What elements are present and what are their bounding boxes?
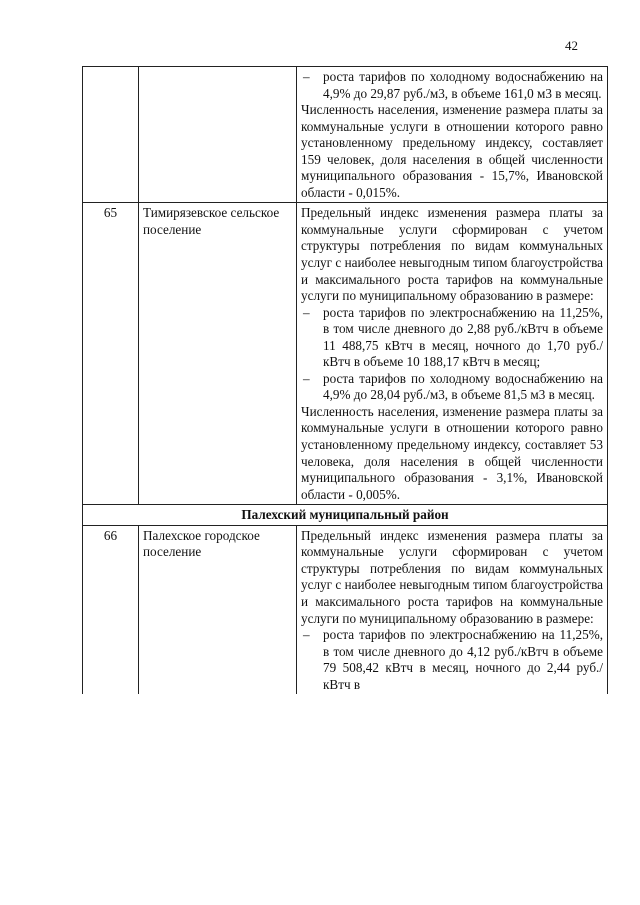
row-description [297, 203, 608, 505]
list-item [301, 305, 603, 371]
row-number: 65 [83, 203, 139, 505]
tariff-table [82, 66, 608, 694]
municipality-name: Палехское городское поселение [139, 525, 297, 694]
row-number: 66 [83, 525, 139, 694]
bullet-text: роста тарифов по электроснабжению на 11,25%, в том числе дневного до 2,88 руб./кВтч в объеме 11 488,75 кВтч в месяц, ночного до 1,70 руб./кВтч в объеме 10 188,17 кВтч в месяц; [323, 304, 603, 370]
population-text: Численность населения, изменение размера платы за коммунальные услуги в отношении которого равно установленному предельному индексу, составляет 53 человека, доля населения в общей численности муниципального образования - 3,1%, Ивановской области - 0,005%. [301, 403, 603, 502]
section-title: Палехский муниципальный район [83, 505, 608, 526]
bullet-dash: – [303, 370, 310, 386]
table-row [83, 67, 608, 203]
section-row [83, 505, 608, 526]
row-description [297, 525, 608, 694]
bullet-text: роста тарифов по холодному водоснабжению на 4,9% до 29,87 руб./м3, в объеме 161,0 м3 в месяц. [323, 69, 603, 101]
table-row [83, 525, 608, 694]
intro-text: Предельный индекс изменения размера платы за коммунальные услуги сформирован с учетом структуры потребления по видам коммунальных услуг с наиболее невыгодным типом благоустройства и максимального роста тарифов на коммунальные услуги по муниципальному образованию в размере: [301, 205, 603, 304]
bullet-text: роста тарифов по холодному водоснабжению на 4,9% до 28,04 руб./м3, в объеме 81,5 м3 в месяц. [323, 370, 603, 403]
page-number: 42 [565, 38, 578, 53]
bullet-dash: – [303, 304, 310, 320]
row-number [83, 67, 139, 203]
municipality-name: Тимирязевское сельское поселение [139, 203, 297, 505]
population-text: Численность населения, изменение размера платы за коммунальные услуги в отношении которого равно установленному предельному индексу, составляет 159 человек, доля населения в общей численности муниципального образования - 15,7%, Ивановской области - 0,015%. [301, 102, 603, 200]
bullet-dash: – [303, 69, 310, 84]
row-description [297, 67, 608, 203]
list-item [301, 371, 603, 404]
bullet-text: роста тарифов по электроснабжению на 11,25%, в том числе дневного до 4,12 руб./кВтч в объеме 79 508,42 кВтч в месяц, ночного до 2,44 руб./кВтч в [323, 627, 603, 692]
intro-text: Предельный индекс изменения размера платы за коммунальные услуги сформирован с учетом структуры потребления по видам коммунальных услуг с наиболее невыгодным типом благоустройства и максимального роста тарифов на коммунальные услуги по муниципальному образованию в размере: [301, 527, 603, 626]
list-item [301, 69, 603, 102]
table-row [83, 203, 608, 505]
municipality-name [139, 67, 297, 203]
list-item [301, 627, 603, 693]
bullet-dash: – [303, 627, 310, 643]
